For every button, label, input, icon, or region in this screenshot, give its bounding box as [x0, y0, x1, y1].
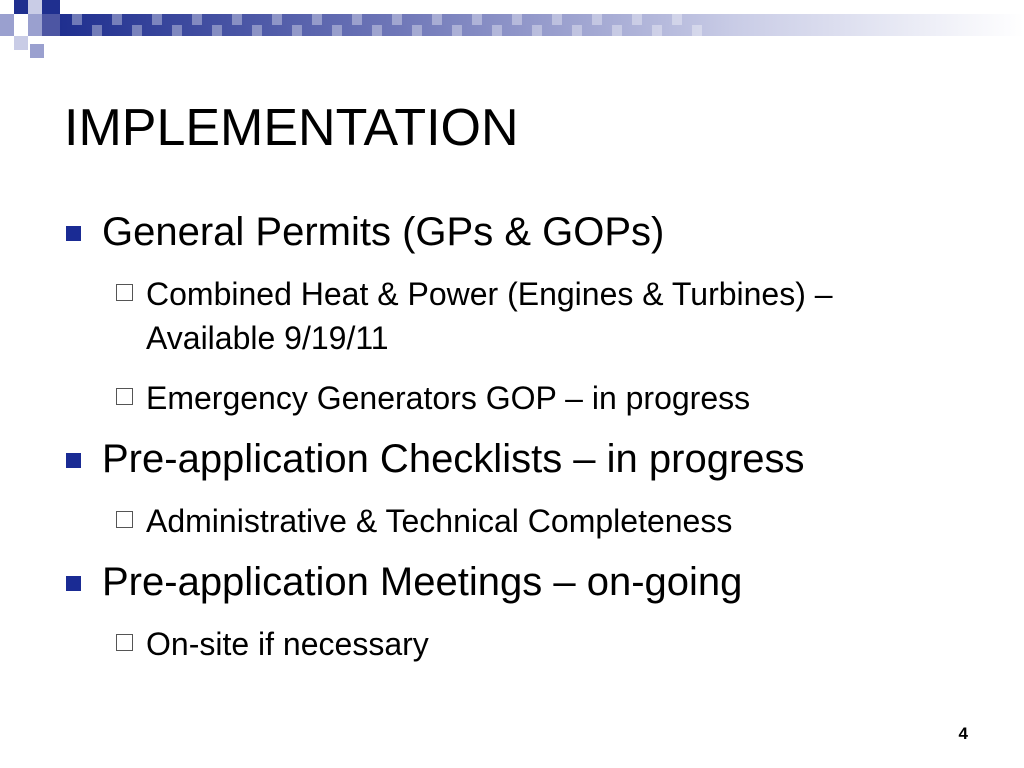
square-bullet-icon: [66, 576, 81, 591]
square-bullet-icon: [66, 226, 81, 241]
bullet-item: Pre-application Checklists – in progress: [102, 437, 805, 481]
sub-bullet-item: On-site if necessary: [146, 626, 429, 662]
page-number: 4: [958, 724, 968, 743]
hollow-square-bullet-icon: [116, 511, 133, 528]
hollow-square-bullet-icon: [116, 388, 133, 405]
bullet-item: Pre-application Meetings – on-going: [102, 560, 743, 604]
sub-bullet-item: Emergency Generators GOP – in progress: [146, 380, 751, 416]
square-bullet-icon: [66, 453, 81, 468]
sub-bullet-item: Administrative & Technical Completeness: [146, 503, 733, 539]
hollow-square-bullet-icon: [116, 634, 133, 651]
slide-title: IMPLEMENTATION: [64, 99, 519, 157]
sub-bullet-item: Combined Heat & Power (Engines & Turbines) – Available 9/19/11: [146, 276, 833, 356]
hollow-square-bullet-icon: [116, 284, 133, 301]
bullet-item: General Permits (GPs & GOPs): [102, 210, 665, 254]
